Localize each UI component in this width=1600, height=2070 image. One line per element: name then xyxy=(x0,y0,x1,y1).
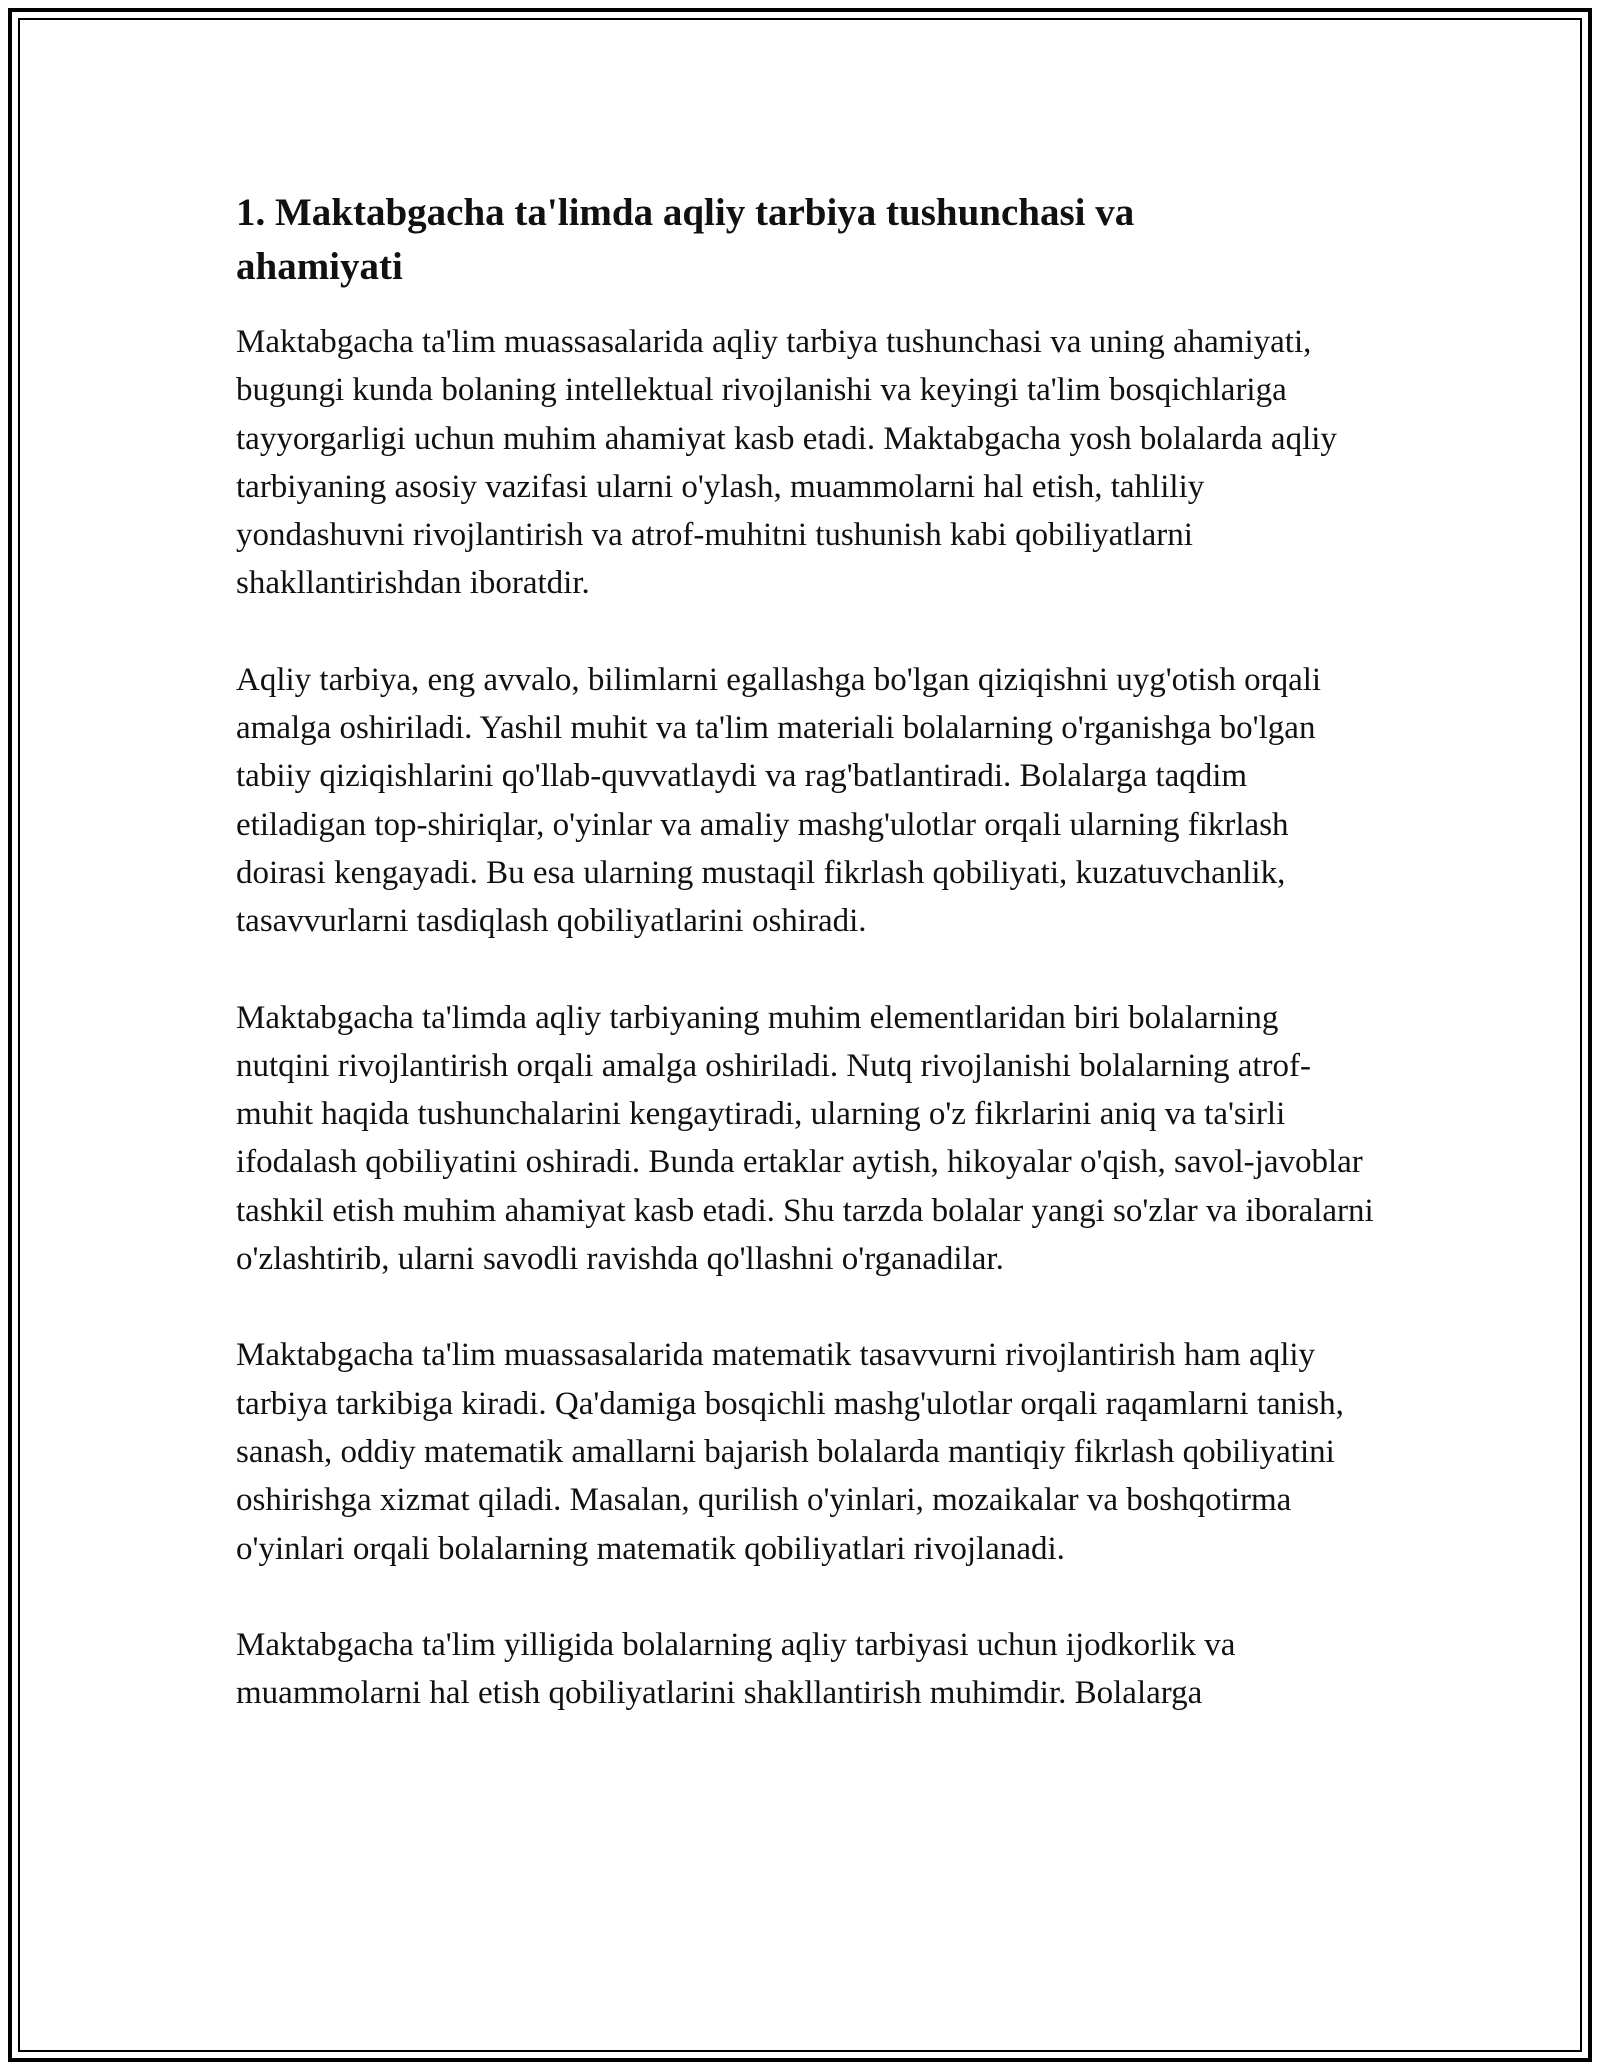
paragraph-4: Maktabgacha ta'lim muassasalarida matematik tasavvurni rivojlantirish ham aqliy tarbiya tarkibiga kiradi. Qa'damiga bosqichli mashg'ulotlar orqali raqamlarni tanish, sanash, oddiy matematik amallarni bajarish bolalarda mantiqiy fikrlash qobiliyatini oshirishga xizmat qiladi. Masalan, qurilish o'yinlari, mozaikalar va boshqotirma o'yinlari orqali bolalarning matematik qobiliyatlari rivojlanadi. xyxy=(236,1337,1344,1567)
paragraph-5: Maktabgacha ta'lim yilligida bolalarning aqliy tarbiyasi uchun ijodkorlik va muammolarni hal etish qobiliyatlarini shakllantirish muhimdir. Bolalarga xyxy=(236,1626,1236,1712)
paragraph-3: Maktabgacha ta'limda aqliy tarbiyaning muhim elementlaridan biri bolalarning nutqini rivojlantirish orqali amalga oshiriladi. Nutq rivojlanishi bolalarning atrof-muhit haqida tushunchalarini kengaytiradi, ularning o'z fikrlarini aniq va ta'sirli ifodalash qobiliyatini oshiradi. Bunda ertaklar aytish, hikoyalar o'qish, savol-javoblar tashkil etish muhim ahamiyat kasb etadi. Shu tarzda bolalar yangi so'zlar va iboralarni o'zlashtirib, ularni savodli ravishda qo'llashni o'rganadilar. xyxy=(236,999,1374,1278)
paragraph-2: Aqliy tarbiya, eng avvalo, bilimlarni egallashga bo'lgan qiziqishni uyg'otish orqali amalga oshiriladi. Yashil muhit va ta'lim materiali bolalarning o'rganishga bo'lgan tabiiy qiziqishlarini qo'llab-quvvatlaydi va rag'batlantiradi. Bolalarga taqdim etiladigan top-shiriqlar, o'yinlar va amaliy mashg'ulotlar orqali ularning fikrlash doirasi kengayadi. Bu esa ularning mustaqil fikrlash qobiliyati, kuzatuvchanlik, tasavvurlarni tasdiqlash qobiliyatlarini oshiradi. xyxy=(236,661,1322,940)
paragraph-1: Maktabgacha ta'lim muassasalarida aqliy tarbiya tushunchasi va uning ahamiyati, bugungi kunda bolaning intellektual rivojlanishi va keyingi ta'lim bosqichlariga tayyorgarligi uchun muhim ahamiyat kasb etadi. Maktabgacha yosh bolalarda aqliy tarbiyaning asosiy vazifasi ularni o'ylash, muammolarni hal etish, tahliliy yondashuvni rivojlantirish va atrof-muhitni tushunish kabi qobiliyatlarni shakllantirishdan iboratdir. xyxy=(236,324,1337,602)
section-heading: 1. Maktabgacha ta'limda aqliy tarbiya tushunchasi va ahamiyati xyxy=(236,191,1135,288)
document-body xyxy=(236,186,1376,1765)
